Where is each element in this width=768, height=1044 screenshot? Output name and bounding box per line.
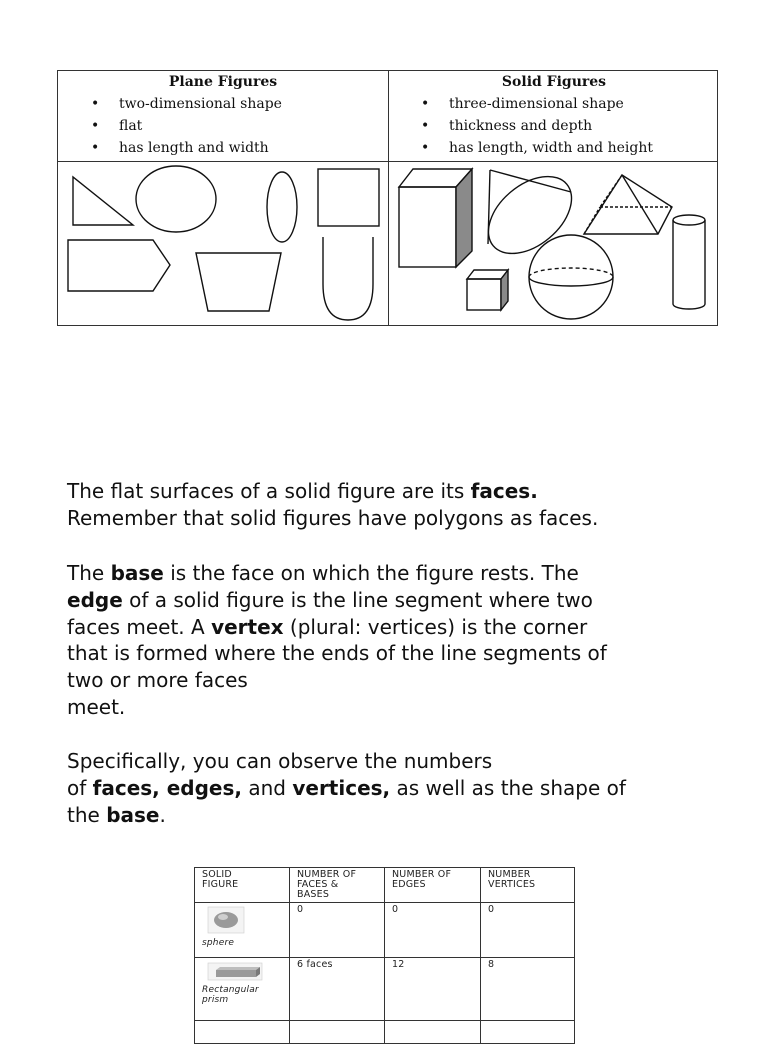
circle-shape <box>136 166 216 232</box>
figure-cell <box>195 958 290 1021</box>
vertices-cell: 8 <box>481 958 575 1021</box>
figures-table <box>57 70 718 326</box>
figure-cell <box>195 903 290 958</box>
faces-paragraph: The flat surfaces of a solid figure are its faces. Remember that solid figures have polygons as faces. <box>67 479 599 530</box>
plane-figures-heading: Plane Figures <box>168 74 278 90</box>
sphere-shape <box>529 235 613 319</box>
plane-figures-list <box>89 93 282 159</box>
arch-shape <box>323 237 373 320</box>
oval-shape <box>267 172 297 242</box>
right-triangle-shape <box>73 177 133 225</box>
edges-cell: 0 <box>385 903 481 958</box>
solid-bullet: • three-dimensional shape <box>419 93 653 115</box>
edges-cell: 12 <box>385 958 481 1021</box>
faces-cell: 6 faces <box>290 958 385 1021</box>
solid-figures-list <box>419 93 653 159</box>
solid-bullet: • thickness and depth <box>419 115 653 137</box>
rectangular-prism-shape <box>399 169 472 267</box>
trapezoid-shape <box>196 253 281 311</box>
header-solid-figure: SOLID FIGURE <box>195 868 290 903</box>
plane-bullet: • two-dimensional shape <box>89 93 282 115</box>
observe-paragraph: Specifically, you can observe the numbers of faces, edges, and vertices, as well as the shape of the base. <box>67 749 626 827</box>
solid-bullet: • has length, width and height <box>419 137 653 159</box>
solid-figures-data-table <box>194 867 575 1044</box>
rectangular-prism-thumbnail <box>202 960 266 982</box>
plane-bullet: • flat <box>89 115 282 137</box>
figure-name: sphere <box>202 938 235 948</box>
base-edge-vertex-paragraph: The base is the face on which the figure rests. The edge of a solid figure is the line segment where two faces meet. A vertex (plural: vertices) is the corner that is formed where the ends of the line segments of two or more faces meet. <box>67 561 607 719</box>
pentagon-shape <box>68 240 170 291</box>
square-shape <box>318 169 379 226</box>
pyramid-shape <box>584 175 672 234</box>
table-header-row <box>195 868 575 903</box>
header-vertices: NUMBER VERTICES <box>481 868 575 903</box>
figure-name: Rectangular prism <box>202 985 259 1005</box>
plane-bullet: • has length and width <box>89 137 282 159</box>
header-edges: NUMBER OF EDGES <box>385 868 481 903</box>
cube-shape <box>467 270 508 310</box>
solid-figures-heading: Solid Figures <box>501 74 607 90</box>
shapes-illustration <box>58 162 719 326</box>
table-row <box>195 958 575 1021</box>
cylinder-shape <box>673 215 705 309</box>
sphere-thumbnail <box>202 905 250 935</box>
table-row <box>195 903 575 958</box>
cone-shape <box>474 162 586 269</box>
faces-cell: 0 <box>290 903 385 958</box>
header-faces-bases: NUMBER OF FACES & BASES <box>290 868 385 903</box>
vertices-cell: 0 <box>481 903 575 958</box>
